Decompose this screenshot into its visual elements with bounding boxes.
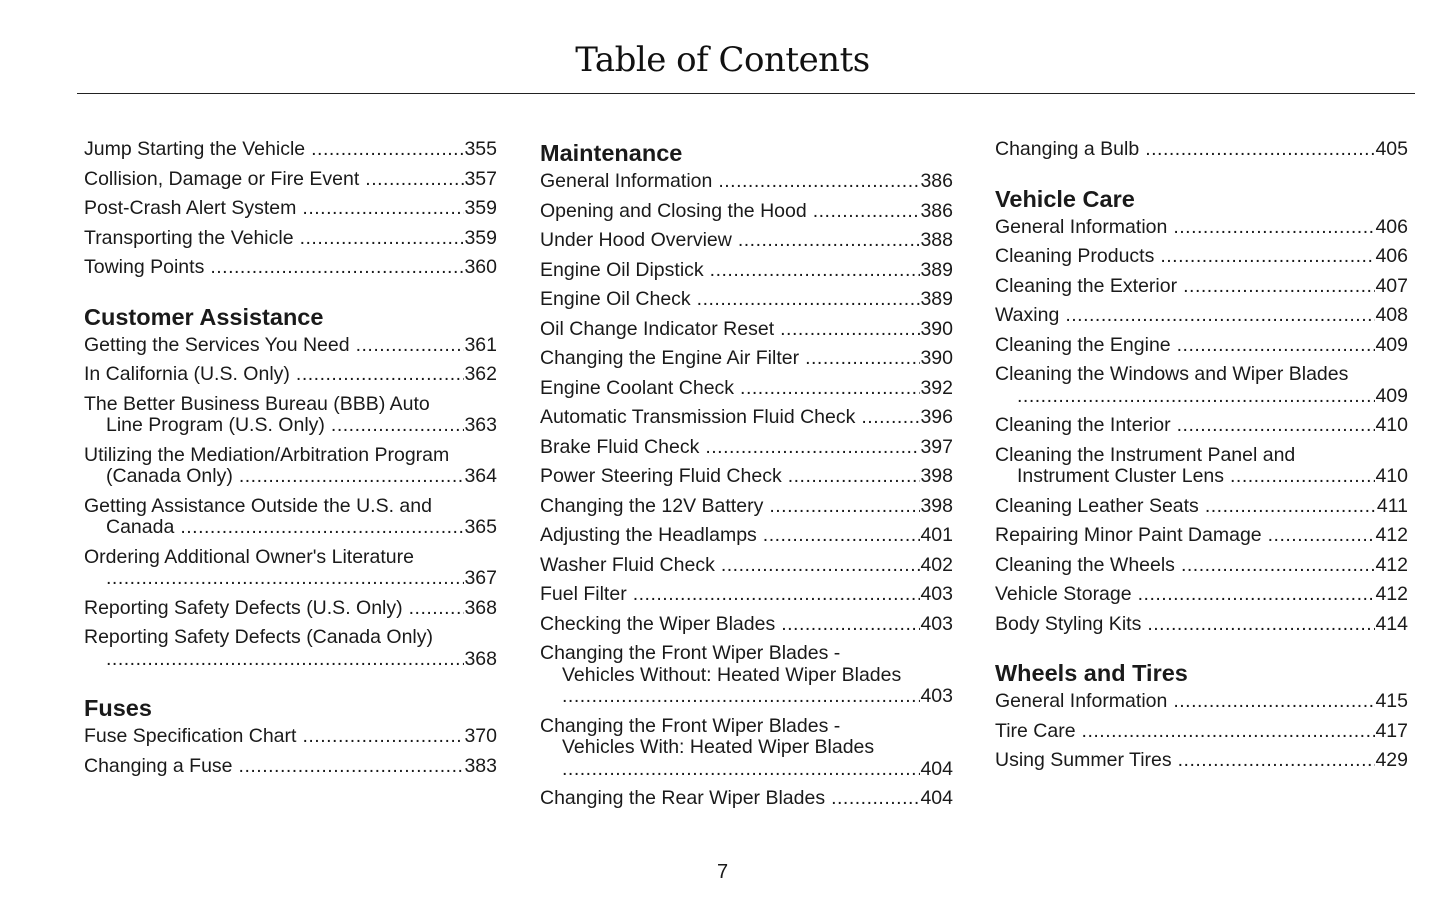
toc-entry-line: [84, 627, 497, 649]
toc-entry-title: Canada: [106, 516, 175, 538]
toc-entry-page: 412: [1375, 524, 1408, 546]
dot-leader: [1065, 305, 1375, 327]
toc-entry[interactable]: [995, 721, 1408, 743]
toc-entry-title: Ordering Additional Owner's Literature: [84, 545, 414, 568]
toc-entry-page: 368: [464, 596, 497, 619]
toc-entry[interactable]: [995, 584, 1408, 606]
toc-entry-title: Transporting the Vehicle: [84, 226, 294, 249]
toc-entry-page: 412: [1375, 553, 1408, 576]
toc-entry-line: [84, 598, 497, 620]
dot-leader: [311, 139, 464, 161]
toc-entry-title: Vehicles With: Heated Wiper Blades: [562, 736, 875, 758]
toc-entry-page: 414: [1375, 612, 1408, 635]
toc-entry-line: [540, 665, 953, 687]
toc-entry[interactable]: [84, 364, 497, 386]
dot-leader: [562, 686, 920, 708]
toc-entry[interactable]: [540, 230, 953, 252]
dot-leader: [769, 496, 920, 518]
toc-entry-title: Utilizing the Mediation/Arbitration Program: [84, 443, 450, 466]
toc-entry-title: Adjusting the Headlamps: [540, 524, 757, 546]
toc-entry-title: (Canada Only): [106, 465, 233, 487]
dot-leader: [763, 525, 921, 547]
toc-entry[interactable]: [84, 257, 497, 279]
toc-entry-title: Jump Starting the Vehicle: [84, 138, 306, 160]
toc-entry-title: Getting the Services You Need: [84, 333, 350, 356]
toc-entry-line: [84, 228, 497, 250]
dot-leader: [1173, 691, 1375, 713]
dot-leader: [1147, 614, 1375, 636]
toc-entry-title: Reporting Safety Defects (U.S. Only): [84, 596, 403, 619]
toc-entry-line: [995, 584, 1408, 606]
section-heading: Fuses: [84, 695, 152, 721]
toc-entry-title: Opening and Closing the Hood: [540, 199, 807, 222]
toc-entry-line: [995, 305, 1408, 327]
dot-leader: [331, 415, 465, 437]
section-heading: Wheels and Tires: [995, 660, 1188, 686]
toc-entry-line: [540, 348, 953, 370]
toc-entry-page: 401: [920, 524, 953, 546]
toc-entry[interactable]: [995, 555, 1408, 577]
dot-leader: [562, 759, 920, 781]
toc-entry-line: [540, 737, 953, 759]
toc-entry-title: General Information: [995, 215, 1168, 238]
toc-entry-line: [540, 260, 953, 282]
toc-entry[interactable]: [540, 289, 953, 311]
toc-entry[interactable]: [84, 394, 497, 437]
dot-leader: [296, 364, 465, 386]
toc-entry[interactable]: [540, 171, 953, 193]
toc-entry[interactable]: [540, 584, 953, 606]
toc-entry-line: [84, 517, 497, 539]
toc-entry-line: [84, 568, 497, 590]
dot-leader: [356, 335, 465, 357]
dot-leader: [633, 584, 921, 606]
toc-entry[interactable]: [995, 614, 1408, 636]
toc-entry[interactable]: [995, 525, 1408, 547]
toc-entry[interactable]: [995, 246, 1408, 268]
toc-entry[interactable]: [995, 364, 1408, 407]
toc-entry-line: [84, 198, 497, 220]
toc-entry-title: Cleaning Leather Seats: [995, 494, 1199, 517]
toc-entry-page: 392: [920, 376, 953, 399]
toc-entry[interactable]: [84, 228, 497, 250]
toc-entry[interactable]: [995, 276, 1408, 298]
toc-entry-title: Fuel Filter: [540, 583, 627, 605]
toc-entry-page: 403: [920, 583, 953, 605]
toc-entry-title: Engine Oil Check: [540, 288, 691, 310]
toc-entry[interactable]: [995, 496, 1408, 518]
toc-entry-line: [84, 364, 497, 386]
toc-entry-line: [540, 759, 953, 781]
section-heading: Vehicle Care: [995, 185, 1135, 212]
toc-entry-page: 412: [1375, 583, 1408, 605]
toc-entry-line: [540, 171, 953, 193]
dot-leader: [106, 649, 464, 671]
toc-entry-line: [84, 496, 497, 518]
toc-entry-line: [540, 643, 953, 665]
toc-entry-page: 370: [464, 725, 497, 747]
toc-entry-line: [540, 496, 953, 518]
toc-entry-line: [540, 555, 953, 577]
toc-entry[interactable]: [995, 139, 1408, 161]
dot-leader: [788, 466, 921, 488]
dot-leader: [1177, 335, 1376, 357]
toc-entry-title: Getting Assistance Outside the U.S. and: [84, 494, 432, 517]
toc-entry-page: 388: [920, 229, 953, 251]
dot-leader: [1160, 246, 1375, 268]
toc-entry-page: 402: [920, 553, 953, 576]
dot-leader: [1177, 415, 1376, 437]
toc-entry-page: 429: [1375, 749, 1408, 771]
toc-entry-title: Changing a Bulb: [995, 138, 1140, 160]
toc-entry-line: [995, 139, 1408, 161]
toc-entry[interactable]: [995, 415, 1408, 437]
toc-entry-title: In California (U.S. Only): [84, 363, 290, 385]
toc-entry-page: 364: [464, 465, 497, 487]
toc-entry-line: [540, 319, 953, 341]
toc-entry-title: Cleaning the Wheels: [995, 553, 1175, 576]
toc-entry-page: 390: [920, 317, 953, 340]
toc-entry-line: [995, 364, 1408, 386]
toc-entry-line: [995, 217, 1408, 239]
toc-entry-title: Tire Care: [995, 719, 1076, 742]
dot-leader: [738, 230, 921, 252]
dot-leader: [1082, 721, 1376, 743]
toc-entry-page: 398: [920, 465, 953, 487]
section-heading: Customer Assistance: [84, 303, 324, 330]
toc-entry[interactable]: [540, 201, 953, 223]
toc-entry-line: [540, 788, 953, 810]
toc-entry[interactable]: [540, 260, 953, 282]
toc-column-1: [84, 139, 497, 785]
toc-entry[interactable]: [84, 139, 497, 161]
dot-leader: [721, 555, 921, 577]
dot-leader: [365, 169, 464, 191]
toc-entry-line: [540, 716, 953, 738]
toc-entry-title: Changing the 12V Battery: [540, 494, 764, 517]
toc-entry[interactable]: [995, 691, 1408, 713]
toc-entry[interactable]: [84, 445, 497, 488]
toc-entry-title: Post-Crash Alert System: [84, 197, 297, 219]
toc-entry-title: Changing the Front Wiper Blades -: [540, 714, 841, 737]
toc-entry-page: 386: [920, 170, 953, 192]
toc-entry-line: [995, 721, 1408, 743]
toc-entry[interactable]: [995, 335, 1408, 357]
dot-leader: [697, 289, 921, 311]
toc-entry-line: [995, 415, 1408, 437]
toc-entry-page: 403: [920, 685, 953, 707]
dot-leader: [710, 260, 921, 282]
dot-leader: [1181, 555, 1376, 577]
toc-entry-page: 363: [464, 414, 497, 436]
toc-entry-line: [540, 466, 953, 488]
dot-leader: [409, 598, 465, 620]
toc-entry-page: 398: [920, 494, 953, 517]
toc-entry-title: Waxing: [995, 304, 1060, 326]
toc-entry-title: Cleaning Products: [995, 245, 1155, 267]
toc-entry-page: 404: [920, 787, 953, 809]
toc-entry-line: [995, 445, 1408, 467]
toc-entry-page: 360: [464, 256, 497, 278]
toc-entry-line: [995, 525, 1408, 547]
toc-entry-title: Towing Points: [84, 256, 205, 278]
toc-entry[interactable]: [540, 378, 953, 400]
toc-entry[interactable]: [540, 348, 953, 370]
toc-entry-line: [84, 139, 497, 161]
toc-entry-line: [995, 246, 1408, 268]
toc-entry-page: 362: [464, 363, 497, 385]
toc-entry-page: 361: [464, 333, 497, 356]
dot-leader: [718, 171, 920, 193]
toc-entry-page: 386: [920, 199, 953, 222]
toc-entry-page: 403: [920, 612, 953, 635]
toc-entry-title: Line Program (U.S. Only): [106, 414, 325, 436]
toc-entry-page: 365: [464, 516, 497, 538]
toc-entry-page: 409: [1375, 333, 1408, 356]
toc-entry-line: [995, 555, 1408, 577]
toc-entry[interactable]: [84, 627, 497, 670]
toc-entry[interactable]: [540, 555, 953, 577]
dot-leader: [1017, 386, 1375, 408]
toc-entry-title: Cleaning the Engine: [995, 333, 1171, 356]
toc-entry[interactable]: [84, 756, 497, 778]
toc-entry-line: [84, 466, 497, 488]
toc-entry-title: Automatic Transmission Fluid Check: [540, 406, 856, 428]
toc-entry-line: [540, 378, 953, 400]
dot-leader: [302, 726, 464, 748]
toc-entry-page: 367: [464, 567, 497, 589]
toc-entry[interactable]: [540, 525, 953, 547]
toc-column-2: [540, 139, 953, 818]
toc-entry-line: [84, 415, 497, 437]
toc-entry-title: General Information: [540, 170, 713, 192]
toc-entry-page: 359: [464, 197, 497, 219]
title-divider: [77, 93, 1415, 94]
toc-entry-page: 355: [464, 138, 497, 160]
section-heading: Maintenance: [540, 140, 683, 166]
toc-entry-line: [84, 335, 497, 357]
toc-entry-page: 405: [1375, 138, 1408, 160]
dot-leader: [1230, 466, 1375, 488]
toc-entry-line: [995, 614, 1408, 636]
dot-leader: [302, 198, 464, 220]
dot-leader: [180, 517, 464, 539]
toc-entry-page: 404: [920, 757, 953, 780]
toc-entry-page: 407: [1375, 274, 1408, 297]
dot-leader: [1183, 276, 1375, 298]
toc-entry[interactable]: [84, 598, 497, 620]
dot-leader: [1268, 525, 1376, 547]
toc-entry[interactable]: [995, 750, 1408, 772]
toc-entry-title: Cleaning the Instrument Panel and: [995, 443, 1296, 466]
dot-leader: [831, 788, 920, 810]
toc-entry-title: The Better Business Bureau (BBB) Auto: [84, 392, 430, 415]
page-number: 7: [716, 861, 729, 883]
toc-entry-page: 410: [1375, 414, 1408, 436]
toc-column-3: [995, 139, 1408, 780]
toc-entry[interactable]: [540, 407, 953, 429]
toc-entry[interactable]: [84, 335, 497, 357]
toc-entry-line: [540, 686, 953, 708]
toc-entry-page: 368: [464, 647, 497, 670]
toc-entry-title: Under Hood Overview: [540, 229, 732, 251]
toc-entry-title: Oil Change Indicator Reset: [540, 317, 775, 340]
toc-entry-line: [84, 394, 497, 416]
toc-entry-title: Using Summer Tires: [995, 749, 1172, 771]
toc-entry-title: Checking the Wiper Blades: [540, 612, 776, 635]
toc-entry-page: 415: [1375, 690, 1408, 712]
dot-leader: [1178, 750, 1376, 772]
toc-entry-title: Washer Fluid Check: [540, 553, 715, 576]
toc-entry[interactable]: [995, 445, 1408, 488]
dot-leader: [805, 348, 920, 370]
toc-entry-title: Changing a Fuse: [84, 754, 233, 777]
dot-leader: [861, 407, 920, 429]
toc-entry-line: [84, 649, 497, 671]
toc-entry-page: 408: [1375, 304, 1408, 326]
toc-entry-line: [84, 169, 497, 191]
toc-entry-line: [995, 386, 1408, 408]
toc-entry-page: 389: [920, 258, 953, 281]
dot-leader: [740, 378, 920, 400]
toc-entry-page: 397: [920, 435, 953, 458]
toc-entry[interactable]: [84, 496, 497, 539]
toc-entry[interactable]: [84, 726, 497, 748]
toc-entry-line: [84, 257, 497, 279]
toc-entry-title: Body Styling Kits: [995, 612, 1142, 635]
toc-entry-page: 417: [1375, 719, 1408, 742]
dot-leader: [210, 257, 464, 279]
toc-entry-title: Instrument Cluster Lens: [1017, 465, 1225, 487]
toc-entry-page: 357: [464, 167, 497, 190]
toc-entry[interactable]: [540, 437, 953, 459]
toc-entry-page: 390: [920, 347, 953, 369]
dot-leader: [239, 756, 465, 778]
toc-entry-page: 410: [1375, 465, 1408, 487]
toc-entry-line: [995, 276, 1408, 298]
toc-entry-line: [995, 496, 1408, 518]
toc-entry[interactable]: [540, 466, 953, 488]
toc-entry[interactable]: [540, 496, 953, 518]
toc-entry-page: 406: [1375, 245, 1408, 267]
toc-entry-line: [540, 230, 953, 252]
dot-leader: [1173, 217, 1375, 239]
toc-entry[interactable]: [540, 643, 953, 708]
toc-entry-title: Reporting Safety Defects (Canada Only): [84, 626, 434, 648]
toc-entry[interactable]: [540, 319, 953, 341]
toc-entry-line: [84, 756, 497, 778]
toc-entry-line: [995, 750, 1408, 772]
toc-entry-title: Vehicles Without: Heated Wiper Blades: [562, 663, 902, 686]
dot-leader: [106, 568, 464, 590]
toc-entry-page: 383: [464, 754, 497, 777]
toc-entry-line: [540, 584, 953, 606]
dot-leader: [705, 437, 920, 459]
toc-entry[interactable]: [84, 169, 497, 191]
toc-entry-line: [540, 614, 953, 636]
toc-entry-line: [540, 201, 953, 223]
toc-entry-title: General Information: [995, 690, 1168, 712]
dot-leader: [1138, 584, 1376, 606]
toc-entry[interactable]: [540, 716, 953, 781]
dot-leader: [781, 614, 920, 636]
dot-leader: [239, 466, 465, 488]
toc-entry-page: 359: [464, 226, 497, 249]
dot-leader: [300, 228, 465, 250]
toc-entry-title: Repairing Minor Paint Damage: [995, 524, 1262, 546]
toc-entry-title: Changing the Front Wiper Blades -: [540, 642, 841, 664]
toc-entry-line: [540, 525, 953, 547]
toc-entry-title: Cleaning the Interior: [995, 414, 1171, 436]
toc-entry[interactable]: [84, 547, 497, 590]
toc-entry-title: Brake Fluid Check: [540, 435, 700, 458]
toc-entry-page: 389: [920, 288, 953, 310]
toc-entry-title: Engine Oil Dipstick: [540, 258, 704, 281]
toc-entry-line: [540, 407, 953, 429]
toc-entry[interactable]: [995, 305, 1408, 327]
toc-entry-page: 406: [1375, 215, 1408, 238]
toc-entry-title: Fuse Specification Chart: [84, 725, 297, 747]
toc-entry[interactable]: [540, 614, 953, 636]
page-title: Table of Contents: [575, 40, 870, 80]
dot-leader: [813, 201, 921, 223]
toc-entry-line: [995, 466, 1408, 488]
toc-entry-page: 396: [920, 406, 953, 428]
toc-entry-line: [84, 445, 497, 467]
toc-entry-page: 411: [1376, 494, 1408, 517]
toc-entry-title: Changing the Engine Air Filter: [540, 347, 800, 369]
dot-leader: [780, 319, 920, 341]
toc-entry-page: 409: [1375, 384, 1408, 407]
toc-entry-line: [995, 691, 1408, 713]
dot-leader: [1205, 496, 1377, 518]
toc-entry-line: [540, 437, 953, 459]
toc-entry-line: [84, 547, 497, 569]
toc-entry-title: Vehicle Storage: [995, 583, 1132, 605]
toc-entry-title: Power Steering Fluid Check: [540, 465, 782, 487]
toc-entry[interactable]: [84, 198, 497, 220]
dot-leader: [1145, 139, 1375, 161]
toc-entry-title: Engine Coolant Check: [540, 376, 735, 399]
toc-entry-line: [540, 289, 953, 311]
toc-entry-title: Cleaning the Exterior: [995, 274, 1178, 297]
toc-entry[interactable]: [995, 217, 1408, 239]
toc-entry-line: [84, 726, 497, 748]
toc-entry[interactable]: [540, 788, 953, 810]
toc-entry-title: Changing the Rear Wiper Blades: [540, 787, 826, 809]
toc-entry-title: Cleaning the Windows and Wiper Blades: [995, 363, 1349, 385]
toc-entry-title: Collision, Damage or Fire Event: [84, 167, 360, 190]
toc-entry-line: [995, 335, 1408, 357]
